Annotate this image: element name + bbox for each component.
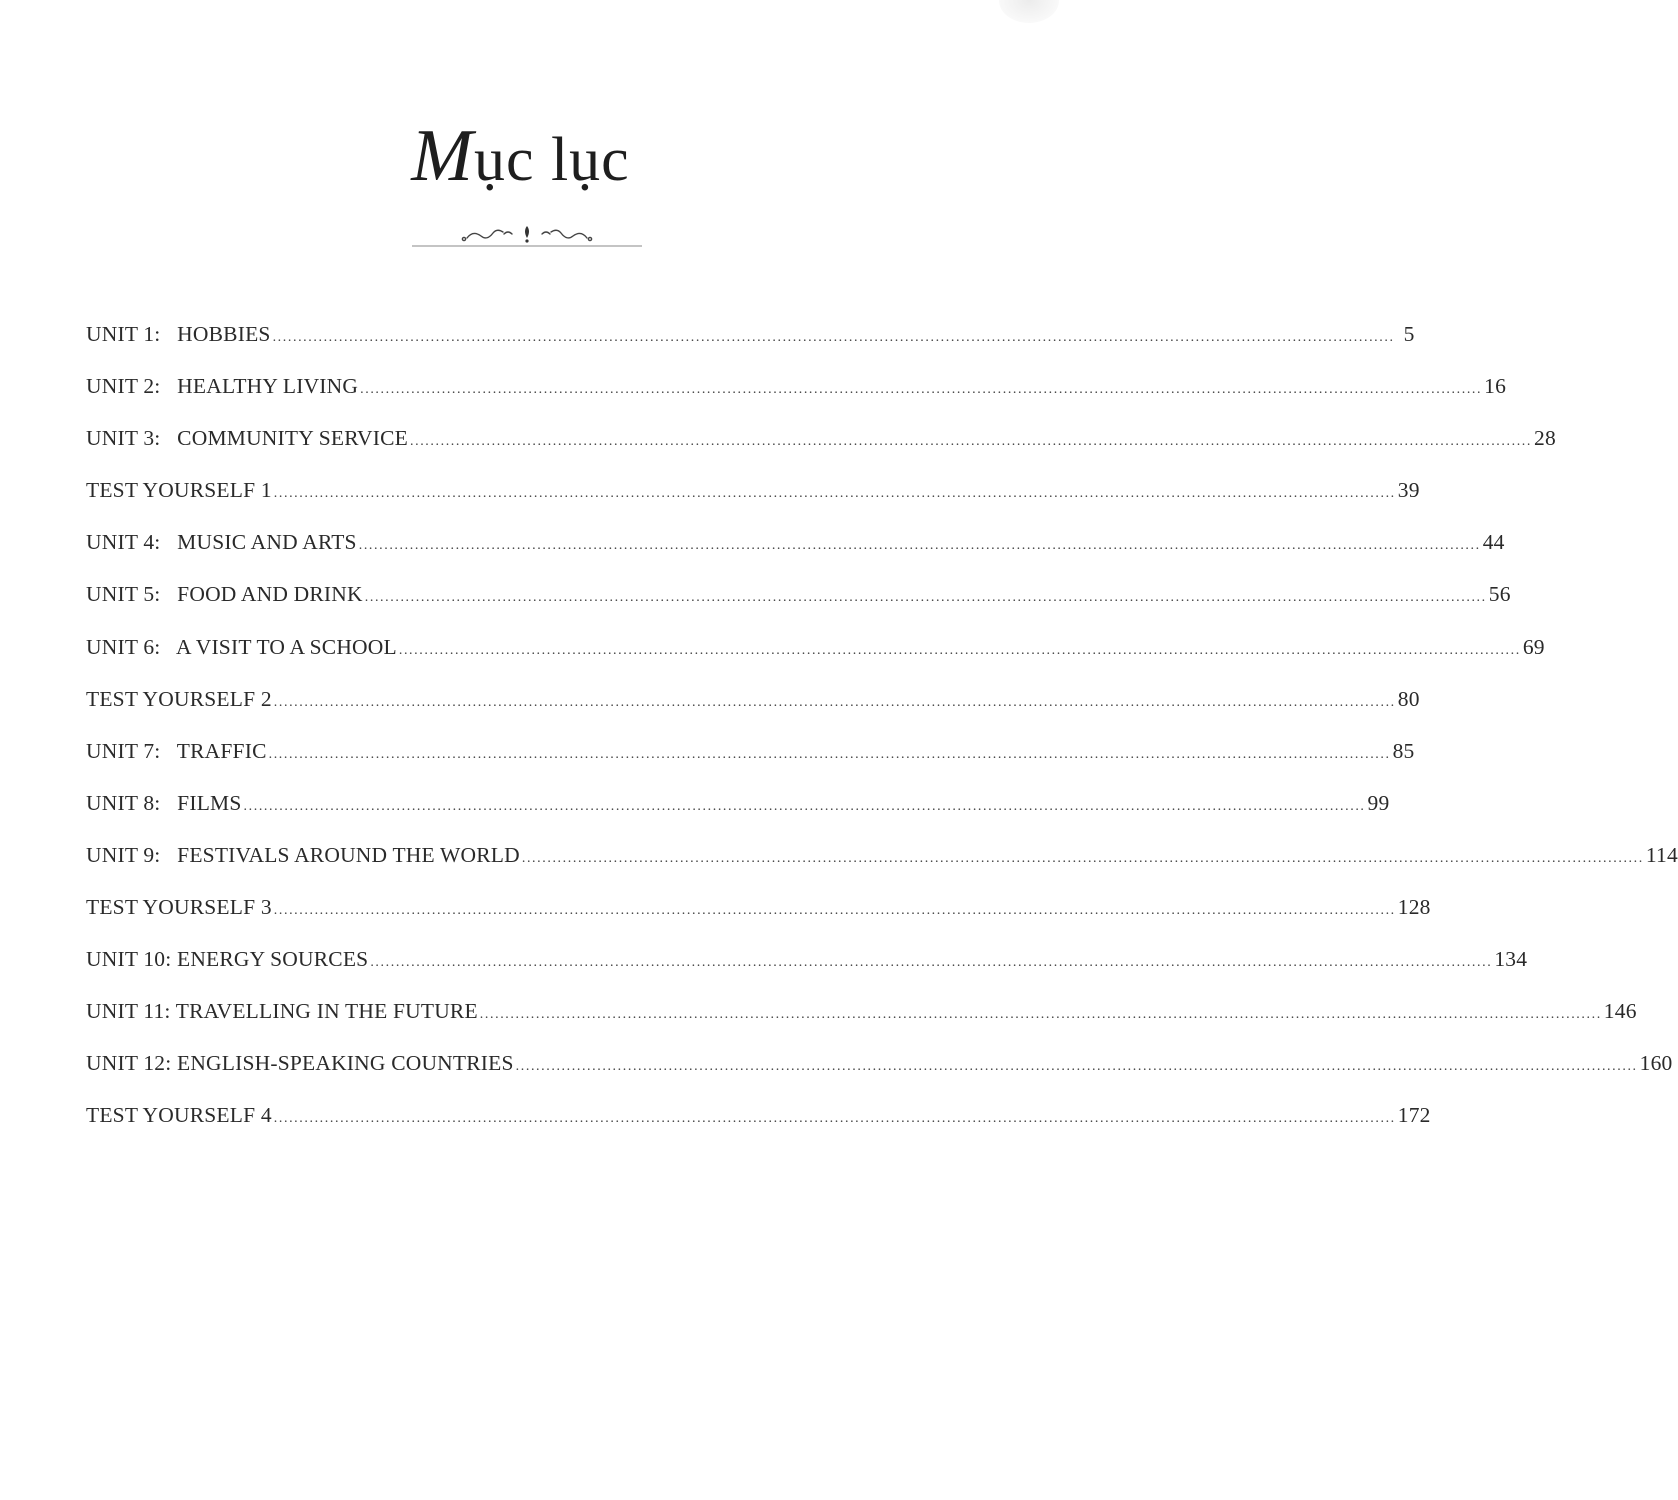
toc-entry-page-number: 56 (1488, 582, 1511, 607)
toc-entry-page-number: 5 (1403, 322, 1415, 346)
toc-dot-leader: ............................................................................................................................................................................................................................ (272, 330, 1395, 345)
toc-entry-label: UNIT 12: ENGLISH-SPEAKING COUNTRIES (86, 1051, 514, 1076)
title-ornament-icon (412, 222, 642, 250)
toc-entry-label: UNIT 5: FOOD AND DRINK (86, 582, 363, 607)
toc-entry-page-number: 28 (1534, 426, 1556, 451)
toc-dot-leader: ............................................................................................................................................................................................................................ (273, 1111, 1396, 1127)
toc-entry[interactable] (86, 1051, 1673, 1103)
toc-entry-label: TEST YOURSELF 3 (86, 895, 272, 920)
title-block (0, 105, 1041, 209)
toc-entry-page-number: 146 (1603, 999, 1637, 1024)
toc-entry[interactable] (86, 1103, 1431, 1155)
toc-dot-leader: ............................................................................................................................................................................................................................ (479, 1007, 1602, 1023)
toc-entry-label: UNIT 2: HEALTHY LIVING (86, 374, 359, 399)
page-title (411, 105, 629, 209)
toc-dot-leader: ............................................................................................................................................................................................................................ (358, 538, 1481, 554)
toc-entry-label: UNIT 6: A VISIT TO A SCHOOL (86, 634, 397, 659)
toc-entry-label: UNIT 9: FESTIVALS AROUND THE WORLD (86, 842, 520, 867)
toc-entry-page-number: 128 (1397, 895, 1431, 920)
toc-entry-label: UNIT 4: MUSIC AND ARTS (86, 530, 357, 555)
toc-entry[interactable] (86, 686, 1420, 739)
toc-dot-leader: ............................................................................................................................................................................................................................ (515, 1059, 1638, 1075)
toc-dot-leader: ............................................................................................................................................................................................................................ (273, 486, 1396, 502)
toc-dot-leader: ............................................................................................................................................................................................................................ (398, 642, 1521, 658)
toc-entry-page-number: 44 (1482, 530, 1505, 555)
toc-dot-leader: ............................................................................................................................................................................................................................ (521, 850, 1644, 866)
toc-entry-label: UNIT 3: COMMUNITY SERVICE (86, 426, 408, 451)
toc-entry-label: UNIT 1: HOBBIES (86, 322, 271, 346)
toc-entry-page-number: 134 (1494, 947, 1528, 972)
toc-entry-page-number: 172 (1397, 1103, 1431, 1128)
toc-entry-page-number: 39 (1397, 478, 1420, 503)
toc-entry[interactable] (86, 530, 1505, 582)
toc-entry[interactable] (86, 895, 1431, 947)
toc-entry-label: UNIT 8: FILMS (86, 790, 242, 815)
toc-dot-leader: ............................................................................................................................................................................................................................ (370, 955, 1493, 971)
toc-entry[interactable] (86, 478, 1420, 530)
toc-entry-label: TEST YOURSELF 4 (86, 1103, 272, 1128)
toc-entry[interactable] (86, 322, 1415, 374)
title-initial: M (411, 115, 474, 197)
toc-entry[interactable] (86, 374, 1507, 426)
toc-entry-label: UNIT 11: TRAVELLING IN THE FUTURE (86, 999, 478, 1024)
toc-dot-leader: ............................................................................................................................................................................................................................ (243, 798, 1366, 814)
toc-entry[interactable] (86, 426, 1556, 478)
toc-entry[interactable] (86, 738, 1415, 791)
page-corner-shadow (999, 0, 1059, 23)
toc-dot-leader: ............................................................................................................................................................................................................................ (268, 746, 1391, 762)
toc-entry-label: UNIT 10: ENERGY SOURCES (86, 947, 369, 972)
toc-dot-leader: ............................................................................................................................................................................................................................ (410, 434, 1532, 450)
toc-dot-leader: ............................................................................................................................................................................................................................ (364, 590, 1487, 606)
toc-entry-page-number: 99 (1367, 790, 1390, 815)
toc-entry-label: TEST YOURSELF 1 (86, 478, 272, 503)
toc-entry-page-number: 114 (1645, 842, 1678, 867)
toc-entry[interactable] (86, 790, 1390, 843)
toc-entry[interactable] (86, 999, 1637, 1051)
toc-dot-leader: ............................................................................................................................................................................................................................ (360, 382, 1483, 398)
toc-dot-leader: ............................................................................................................................................................................................................................ (273, 694, 1396, 710)
toc-entry-label: TEST YOURSELF 2 (86, 686, 272, 711)
toc-entry[interactable] (86, 842, 1678, 895)
toc-dot-leader: ............................................................................................................................................................................................................................ (273, 903, 1396, 919)
toc-entry[interactable] (86, 634, 1545, 687)
toc-entry-label: UNIT 7: TRAFFIC (86, 738, 267, 763)
toc-entry-page-number: 160 (1639, 1051, 1673, 1076)
title-rest: ục lục (473, 126, 630, 194)
table-of-contents (86, 322, 1678, 1156)
toc-entry-page-number: 80 (1397, 686, 1420, 711)
toc-entry-page-number: 69 (1522, 634, 1545, 659)
toc-entry-page-number: 16 (1484, 374, 1507, 399)
toc-entry[interactable] (86, 582, 1511, 634)
toc-entry[interactable] (86, 947, 1528, 999)
toc-entry-page-number: 85 (1392, 738, 1415, 763)
